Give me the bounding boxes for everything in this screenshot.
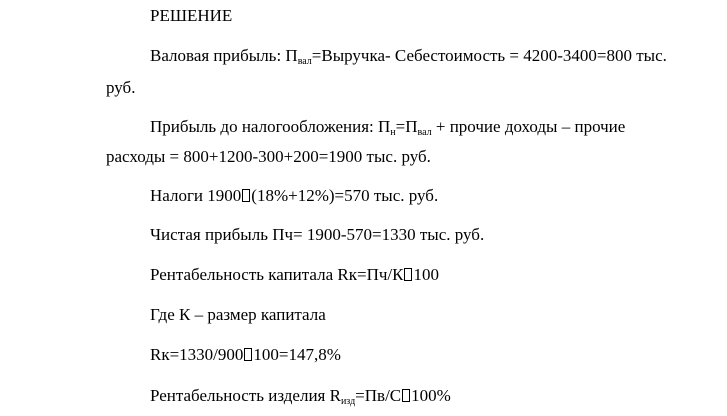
net-profit-line: Чистая прибыль Пч= 1900-570=1330 тыс. руб. [150,225,485,244]
gross-profit-continuation: руб. [106,78,136,97]
taxes-line: Налоги 1900 (18%+12%)=570 тыс. руб. [150,186,439,205]
product-return-line: Рентабельность изделия $R_{изд}=Пв/С$ 100% [150,386,451,407]
gross-profit-line: Валовая прибыль: $П_{вал}=Выручка-$ Себестоимость = 4200-3400=800 тыс. [150,46,667,67]
rk-calculation-line: Rк=1330/900 100=147,8% [150,345,341,364]
where-k-line: Где К – размер капитала [150,305,326,324]
multiplication-symbol-placeholder [404,268,412,281]
pretax-profit-line: Прибыль до налогообложения: $П_н=П_{вал}$ + прочие доходы – прочие [150,117,626,138]
multiplication-symbol-placeholder [244,348,252,361]
multiplication-symbol-placeholder [242,189,250,202]
multiplication-symbol-placeholder [402,389,410,402]
solution-heading: РЕШЕНИЕ [150,6,233,25]
capital-return-line: Рентабельность капитала Rк=Пч/К 100 [150,265,439,284]
pretax-profit-continuation: расходы = 800+1200-300+200=1900 тыс. руб. [106,147,431,166]
